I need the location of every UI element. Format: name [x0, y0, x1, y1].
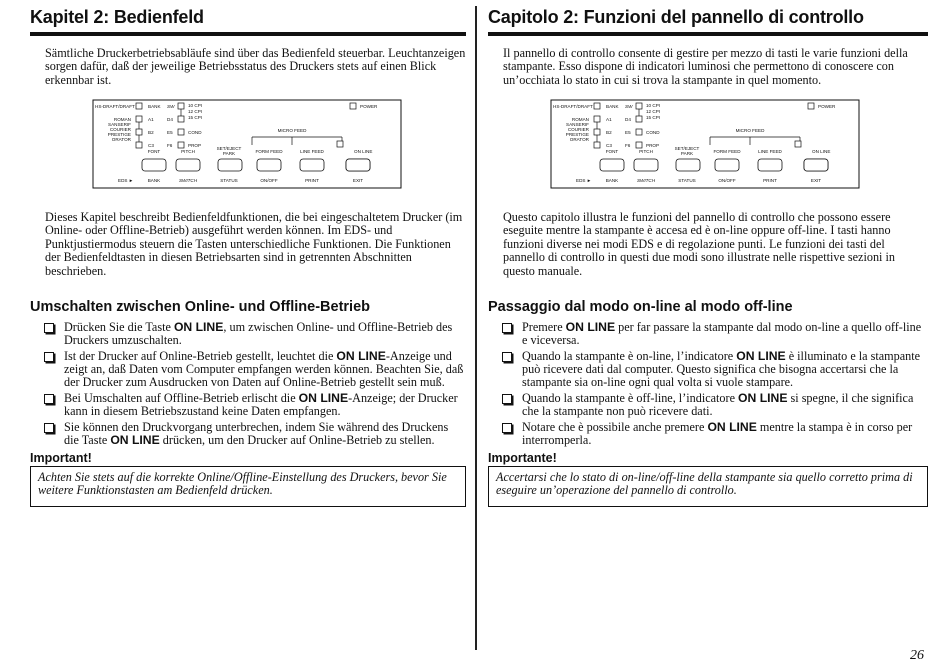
panel-bank-label: A1 [606, 117, 612, 122]
panel-font-label: SANSERIF [566, 122, 589, 127]
german-column [30, 0, 466, 507]
panel-font-label: ORATOR [111, 137, 131, 142]
checkbox-bullet-icon [502, 352, 512, 362]
column-divider [475, 6, 477, 650]
panel-font-led [136, 142, 142, 148]
section-title-de: Umschalten zwischen Online- und Offline-Betrieb [30, 299, 370, 315]
panel-cond-led [178, 129, 184, 135]
panel-prop-led [636, 142, 642, 148]
panel-button-label: SET/EJECT [674, 146, 700, 151]
panel-bank-label: B2 [148, 130, 154, 135]
panel-cpi-label: 10 CPI [646, 103, 661, 108]
control-panel-figure-de [92, 99, 466, 211]
chapter-title-de: Kapitel 2: Bedienfeld [30, 7, 466, 36]
panel-button-label: FONT [147, 149, 161, 154]
list-item: Premere ON LINE per far passare la stampante dal modo on-line a quello off-line e viceversa. [488, 321, 928, 347]
panel-button-label: SET/EJECT [216, 146, 242, 151]
panel-bottom-label: STATUS [220, 178, 238, 183]
panel-sw-key-label: E5 [625, 130, 631, 135]
panel-pitch-led [636, 116, 642, 122]
panel-mode-label: HS-DRAFT/DRAFT [553, 104, 593, 109]
panel-online-label: ON LINE [354, 149, 373, 154]
panel-cpi-label: 10 CPI [188, 103, 203, 108]
panel-bottom-label: BANK [147, 178, 161, 183]
panel-cond-led [636, 129, 642, 135]
panel-online-led [795, 141, 801, 147]
control-panel-diagram [92, 99, 402, 189]
panel-key-button [715, 159, 739, 171]
panel-font-led [136, 116, 142, 122]
list-item: Quando la stampante è off-line, l’indicatore ON LINE si spegne, il che significa che la stampante non può ricevere dati. [488, 392, 928, 418]
panel-sw-key-label: F6 [625, 143, 631, 148]
checkbox-bullet-icon [44, 352, 54, 362]
panel-bottom-label: PRINT [763, 178, 777, 183]
panel-bottom-label: EXIT [352, 178, 364, 183]
intro-paragraph-de: Sämtliche Druckerbetriebsabläufe sind über das Bedienfeld steuerbar. Leuchtanzeigen sorgen dafür, daß der jeweilige Betriebsstatus des Druckers stets auf einen Blick erkennbar ist. [45, 46, 466, 87]
bullet-list-de [30, 321, 466, 447]
panel-power-label: POWER [360, 104, 378, 109]
panel-power-label: POWER [818, 104, 836, 109]
panel-cond-label: COND [188, 130, 202, 135]
panel-prop-label: PROP [646, 143, 660, 148]
checkbox-bullet-icon [44, 394, 54, 404]
panel-mode-label: HS-DRAFT/DRAFT [95, 104, 135, 109]
panel-font-led [594, 116, 600, 122]
panel-button-label: PARK [222, 151, 236, 156]
panel-bottom-label: EDS ► [576, 178, 592, 183]
panel-prop-label: PROP [188, 143, 202, 148]
panel-bottom-label: SWITCH [636, 178, 656, 183]
panel-micro-feed-label: MICRO FEED [277, 128, 307, 133]
panel-font-label: PRESTIGE [565, 132, 589, 137]
panel-online-led [337, 141, 343, 147]
panel-bottom-label: EXIT [810, 178, 822, 183]
panel-font-label: ROMAN [571, 117, 589, 122]
panel-cpi-label: 12 CPI [646, 109, 661, 114]
panel-sw-key-label: D4 [625, 117, 631, 122]
panel-bank-label: BANK [606, 104, 619, 109]
panel-font-led [594, 129, 600, 135]
panel-key-button [804, 159, 828, 171]
checkbox-bullet-icon [502, 394, 512, 404]
panel-prop-led [178, 142, 184, 148]
panel-bank-label: BANK [148, 104, 161, 109]
panel-micro-feed-label: MICRO FEED [735, 128, 765, 133]
panel-sw-key-label: F6 [167, 143, 173, 148]
panel-bottom-label: ON/OFF [718, 178, 736, 183]
italian-column [488, 0, 928, 507]
panel-font-label: COURIER [109, 127, 131, 132]
panel-sw-label: SW [167, 104, 175, 109]
panel-cpi-label: 15 CPI [188, 115, 203, 120]
panel-key-button [176, 159, 200, 171]
list-item: Quando la stampante è on-line, l’indicatore ON LINE è illuminato e la stampante può ricevere dati dal computer. Questo significa che bisogna accertarsi che la stampante sia on-line ogni qual volta si vuole stampare. [488, 350, 928, 389]
panel-cond-label: COND [646, 130, 660, 135]
list-item: Sie können den Druckvorgang unterbrechen, indem Sie während des Druckens die Taste ON LINE drücken, um den Drucker auf Online-Betrieb zu stellen. [30, 421, 466, 447]
panel-key-button [758, 159, 782, 171]
panel-button-label: PITCH [639, 149, 653, 154]
intro-paragraph-it: Il pannello di controllo consente di gestire per mezzo di tasti le varie funzioni della stampante. Esso dispone di indicatori luminosi che permettono di conoscere con un’occhiata lo stato in cui si trova la stampante in quel momento. [503, 46, 908, 87]
chapter-paragraph-it: Questo capitolo illustra le funzioni del pannello di controllo che possono essere eseguite mentre la stampante è accesa ed è on-line oppure off-line. I tasti hanno funzioni diverse nei modi EDS e di regolazione punti. Le funzioni dei tasti del pannello di controllo in questi due modi sono illustrate nelle rispettive sezioni in questo manuale. [503, 210, 895, 278]
panel-key-button [142, 159, 166, 171]
panel-key-button [257, 159, 281, 171]
panel-key-button [676, 159, 700, 171]
checkbox-bullet-icon [502, 423, 512, 433]
control-panel-figure-it [550, 99, 928, 211]
panel-button-label: FORM FEED [713, 149, 741, 154]
list-item: Bei Umschalten auf Offline-Betrieb erlischt die ON LINE-Anzeige; der Drucker kann in diesem Betriebszustand keine Daten empfangen. [30, 392, 466, 418]
panel-button-label: FONT [605, 149, 619, 154]
panel-font-label: ORATOR [569, 137, 589, 142]
panel-key-button [634, 159, 658, 171]
panel-button-label: LINE FEED [758, 149, 782, 154]
panel-bottom-label: ON/OFF [260, 178, 278, 183]
panel-power-led [808, 103, 814, 109]
panel-font-led [136, 129, 142, 135]
panel-key-button [600, 159, 624, 171]
panel-font-label: PRESTIGE [107, 132, 131, 137]
chapter-title-it: Capitolo 2: Funzioni del pannello di controllo [488, 7, 928, 36]
panel-bottom-label: PRINT [305, 178, 319, 183]
panel-key-button [346, 159, 370, 171]
panel-font-label: ROMAN [113, 117, 131, 122]
panel-mode-led [136, 103, 142, 109]
panel-bottom-label: BANK [605, 178, 619, 183]
list-item: Notare che è possibile anche premere ON LINE mentre la stampa è in corso per interromperla. [488, 421, 928, 447]
panel-button-label: FORM FEED [255, 149, 283, 154]
page-number: 26 [910, 648, 924, 663]
panel-button-label: PITCH [181, 149, 195, 154]
panel-button-label: PARK [680, 151, 694, 156]
panel-power-led [350, 103, 356, 109]
panel-font-led [594, 142, 600, 148]
panel-bottom-label: SWITCH [178, 178, 198, 183]
panel-bank-label: C3 [148, 143, 154, 148]
panel-key-button [300, 159, 324, 171]
panel-sw-key-label: E5 [167, 130, 173, 135]
panel-pitch-led [178, 116, 184, 122]
list-item: Ist der Drucker auf Online-Betrieb gestellt, leuchtet die ON LINE-Anzeige und zeigt an, daß Daten vom Computer empfangen werden können. Beachten Sie, daß der Drucker zum Ausdrucken von Daten auf Online-Betrieb gestellt sein muß. [30, 350, 466, 389]
important-title-de: Important! [30, 451, 92, 465]
panel-bank-label: C3 [606, 143, 612, 148]
panel-cpi-label: 12 CPI [188, 109, 203, 114]
chapter-paragraph-de: Dieses Kapitel beschreibt Bedienfeldfunktionen, die bei eingeschaltetem Drucker (im Online- oder Offline-Betrieb) ausgeführt werden können. Im EDS- und Punktjustiermodus steuern die Tasten unterschiedliche Funktionen. Die Funktionen der Bedienfeldtasten in diesen Betriebsarten sind in getrennten Abschnitten beschrieben. [45, 210, 463, 278]
panel-sw-label: SW [625, 104, 633, 109]
panel-sw-key-label: D4 [167, 117, 173, 122]
checkbox-bullet-icon [502, 323, 512, 333]
checkbox-bullet-icon [44, 423, 54, 433]
panel-cpi-label: 15 CPI [646, 115, 661, 120]
panel-bottom-label: STATUS [678, 178, 696, 183]
panel-bottom-label: EDS ► [118, 178, 134, 183]
bullet-list-it [488, 321, 928, 447]
panel-button-label: LINE FEED [300, 149, 324, 154]
panel-mode-led [594, 103, 600, 109]
section-title-it: Passaggio dal modo on-line al modo off-line [488, 299, 793, 315]
panel-bank-label: B2 [606, 130, 612, 135]
panel-key-button [218, 159, 242, 171]
panel-pitch-led [178, 103, 184, 109]
panel-font-label: COURIER [567, 127, 589, 132]
important-note-it: Accertarsi che lo stato di on-line/off-line della stampante sia quello corretto prima di eseguire un’operazione del pannello di controllo. [488, 466, 928, 507]
checkbox-bullet-icon [44, 323, 54, 333]
list-item: Drücken Sie die Taste ON LINE, um zwischen Online- und Offline-Betrieb des Druckers umzuschalten. [30, 321, 466, 347]
panel-online-label: ON LINE [812, 149, 831, 154]
panel-bank-label: A1 [148, 117, 154, 122]
control-panel-diagram [550, 99, 860, 189]
panel-pitch-led [636, 103, 642, 109]
important-title-it: Importante! [488, 451, 557, 465]
important-note-de: Achten Sie stets auf die korrekte Online/Offline-Einstellung des Druckers, bevor Sie weitere Funktionstasten am Bedienfeld drücken. [30, 466, 466, 507]
panel-font-label: SANSERIF [108, 122, 131, 127]
